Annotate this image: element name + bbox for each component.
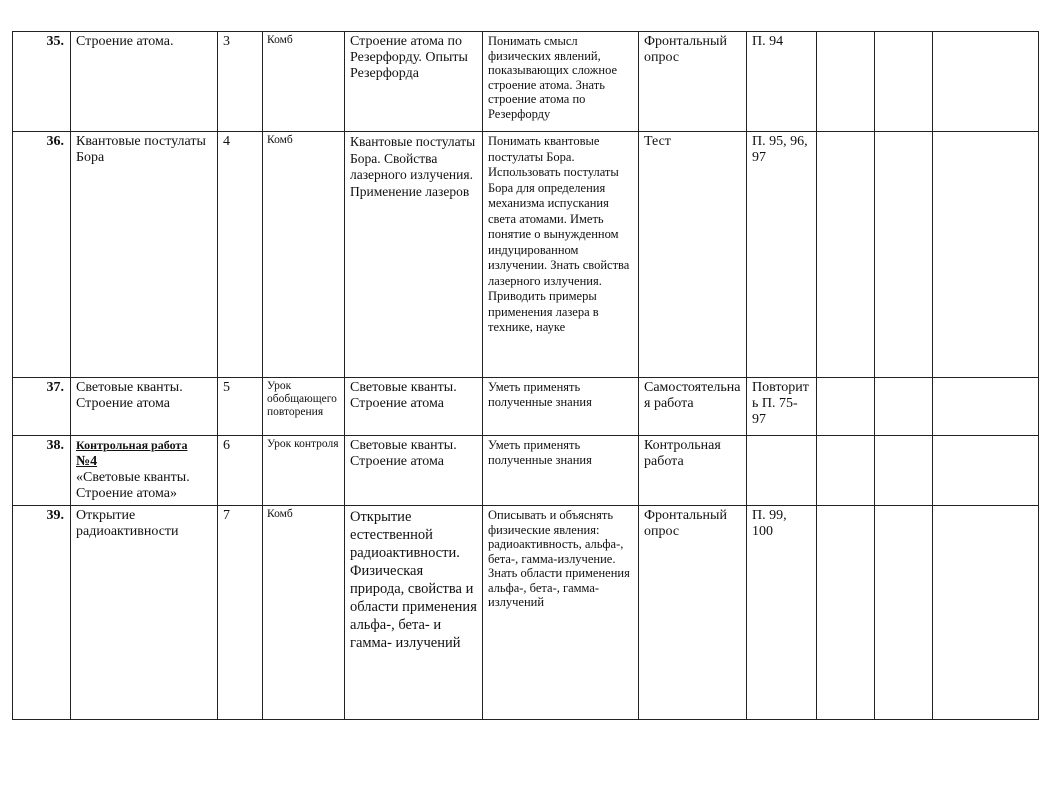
- control-work-title: Контрольная работа: [76, 438, 188, 452]
- lesson-type: Комб: [263, 506, 345, 720]
- empty-cell: [933, 132, 1039, 378]
- lesson-plan-table: [12, 31, 1039, 720]
- lesson-content: Строение атома по Резерфорду. Опыты Резерфорда: [345, 32, 483, 132]
- lesson-index: 7: [218, 506, 263, 720]
- empty-cell: [933, 378, 1039, 436]
- lesson-index: 3: [218, 32, 263, 132]
- control-form: Самостоятельная работа: [639, 378, 747, 436]
- row-number: 38.: [13, 436, 71, 506]
- lesson-topic: [71, 436, 218, 506]
- lesson-index: 5: [218, 378, 263, 436]
- empty-cell: [933, 506, 1039, 720]
- control-form: Контрольная работа: [639, 436, 747, 506]
- homework: [747, 436, 817, 506]
- homework: П. 94: [747, 32, 817, 132]
- empty-cell: [875, 378, 933, 436]
- table-row: [13, 132, 1039, 378]
- lesson-index: 6: [218, 436, 263, 506]
- row-number: 35.: [13, 32, 71, 132]
- row-number: 39.: [13, 506, 71, 720]
- empty-cell: [817, 378, 875, 436]
- control-work-subject: «Световые кванты. Строение атома»: [76, 470, 190, 501]
- lesson-topic: Строение атома.: [71, 32, 218, 132]
- lesson-topic: Открытие радиоактивности: [71, 506, 218, 720]
- control-form: Тест: [639, 132, 747, 378]
- row-number: 36.: [13, 132, 71, 378]
- row-number: 37.: [13, 378, 71, 436]
- lesson-requirements: Понимать квантовые постулаты Бора. Использовать постулаты Бора для определения механизма испускания света атомами. Иметь понятие о вынужденном индуцированном излучении. Знать свойства лазерного излучения. Приводить примеры применения лазера в технике, науке: [483, 132, 639, 378]
- lesson-requirements: Уметь применять полученные знания: [483, 378, 639, 436]
- empty-cell: [817, 32, 875, 132]
- control-form: Фронтальный опрос: [639, 32, 747, 132]
- table-row: [13, 436, 1039, 506]
- table-row: [13, 506, 1039, 720]
- lesson-content: Открытие естественной радиоактивности. Физическая природа, свойства и области применения альфа-, бета- и гамма- излучений: [345, 506, 483, 720]
- lesson-content: Квантовые постулаты Бора. Свойства лазерного излучения. Применение лазеров: [345, 132, 483, 378]
- empty-cell: [875, 436, 933, 506]
- homework: П. 99, 100: [747, 506, 817, 720]
- control-form: Фронтальный опрос: [639, 506, 747, 720]
- lesson-requirements: Описывать и объяснять физические явления: радиоактивность, альфа-, бета-, гамма-излучение. Знать области применения альфа-, бета-, гамма-излучений: [483, 506, 639, 720]
- table-row: [13, 378, 1039, 436]
- homework: Повторить П. 75-97: [747, 378, 817, 436]
- lesson-index: 4: [218, 132, 263, 378]
- empty-cell: [817, 132, 875, 378]
- lesson-type: Урок обобщающего повторения: [263, 378, 345, 436]
- lesson-content: Световые кванты. Строение атома: [345, 436, 483, 506]
- empty-cell: [817, 436, 875, 506]
- homework: П. 95, 96, 97: [747, 132, 817, 378]
- empty-cell: [875, 132, 933, 378]
- lesson-content: Световые кванты. Строение атома: [345, 378, 483, 436]
- empty-cell: [817, 506, 875, 720]
- lesson-type: Комб: [263, 132, 345, 378]
- empty-cell: [875, 32, 933, 132]
- table-row: [13, 32, 1039, 132]
- lesson-type: Комб: [263, 32, 345, 132]
- empty-cell: [933, 436, 1039, 506]
- lesson-topic: Световые кванты. Строение атома: [71, 378, 218, 436]
- lesson-requirements: Понимать смысл физических явлений, показывающих сложное строение атома. Знать строение атома по Резерфорду: [483, 32, 639, 132]
- lesson-topic: Квантовые постулаты Бора: [71, 132, 218, 378]
- lesson-type: Урок контроля: [263, 436, 345, 506]
- empty-cell: [933, 32, 1039, 132]
- control-work-number: №4: [76, 454, 98, 469]
- lesson-requirements: Уметь применять полученные знания: [483, 436, 639, 506]
- empty-cell: [875, 506, 933, 720]
